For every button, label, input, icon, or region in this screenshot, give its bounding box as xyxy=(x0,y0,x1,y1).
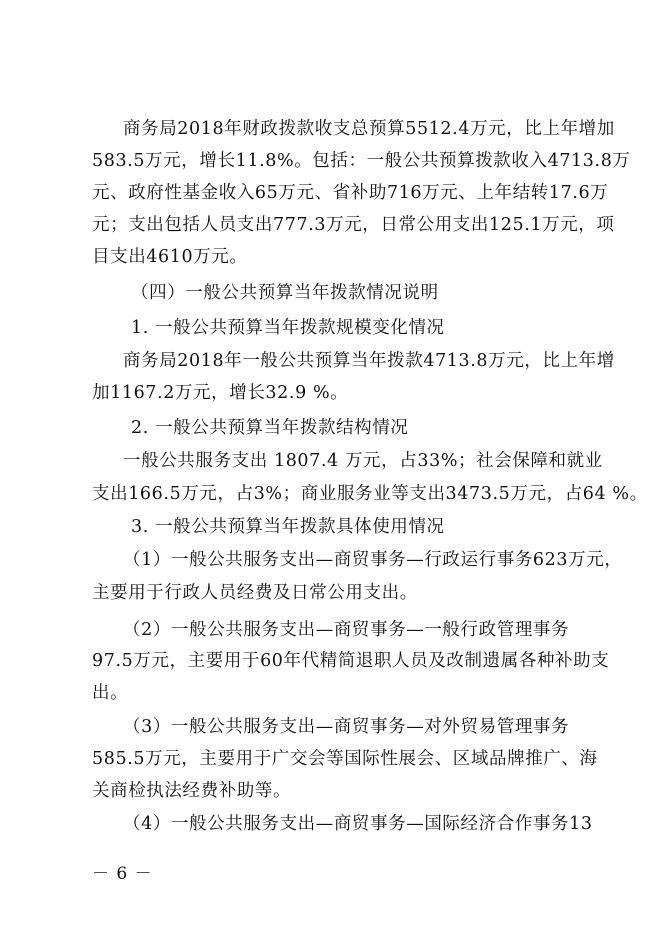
paragraph-1-line-4: 元；支出包括人员支出777.3万元，日常公用支出125.1万元，项 xyxy=(92,215,615,235)
paragraph-5-line-2: 97.5万元，主要用于60年代精简退职人员及改制遗属各种补助支 xyxy=(92,651,610,671)
paragraph-4-line-1: （1）一般公共服务支出—商贸事务—行政运行事务623万元， xyxy=(123,550,623,570)
subheading-1: 1. 一般公共预算当年拨款规模变化情况 xyxy=(131,318,445,338)
paragraph-1-line-2: 583.5万元，增长11.8%。包括：一般公共预算拨款收入4713.8万 xyxy=(92,151,631,171)
paragraph-7-line-1: （4）一般公共服务支出—商贸事务—国际经济合作事务13 xyxy=(123,814,593,834)
paragraph-1-line-1: 商务局2018年财政拨款收支总预算5512.4万元，比上年增加 xyxy=(123,119,615,139)
paragraph-5-line-1: （2）一般公共服务支出—商贸事务—一般行政管理事务 xyxy=(123,620,570,640)
paragraph-2-line-2: 加1167.2万元，增长32.9 %。 xyxy=(92,383,349,403)
paragraph-6-line-3: 关商检执法经费补助等。 xyxy=(92,781,292,801)
paragraph-4-line-2: 主要用于行政人员经费及日常公用支出。 xyxy=(92,583,418,603)
section-heading-4: （四）一般公共预算当年拨款情况说明 xyxy=(131,283,439,303)
paragraph-6-line-2: 585.5万元，主要用于广交会等国际性展会、区域品牌推广、海 xyxy=(92,749,598,769)
page-number: － 6 － xyxy=(92,864,153,884)
subheading-2: 2. 一般公共预算当年拨款结构情况 xyxy=(131,418,409,438)
paragraph-3-line-2: 支出166.5万元，占3%；商业服务业等支出3473.5万元，占64 %。 xyxy=(92,484,648,504)
paragraph-1-line-5: 目支出4610万元。 xyxy=(92,247,248,267)
paragraph-3-line-1: 一般公共服务支出 1807.4 万元，占33%；社会保障和就业 xyxy=(123,451,603,471)
paragraph-6-line-1: （3）一般公共服务支出—商贸事务—对外贸易管理事务 xyxy=(123,717,570,737)
paragraph-2-line-1: 商务局2018年一般公共预算当年拨款4713.8万元，比上年增 xyxy=(123,351,615,371)
paragraph-1-line-3: 元、政府性基金收入65万元、省补助716万元、上年结转17.6万 xyxy=(92,183,609,203)
paragraph-5-line-3: 出。 xyxy=(92,683,129,703)
subheading-3: 3. 一般公共预算当年拨款具体使用情况 xyxy=(131,517,445,537)
